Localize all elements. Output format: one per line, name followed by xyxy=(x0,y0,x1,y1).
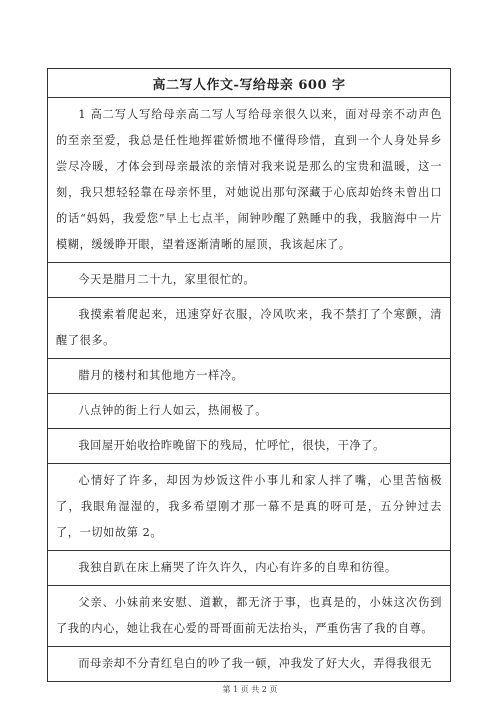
paragraph-9: 父亲、小妹前来安慰、道歉，都无济于事，也真是的，小妹这次伤到了我的内心，她让我在心爱的哥哥面前无法抬头，严重伤害了我的自尊。 xyxy=(48,586,450,647)
paragraph-8: 我独自趴在床上痛哭了许久许久，内心有许多的自卑和彷徨。 xyxy=(48,551,450,586)
page-number-footer: 第 1 页 共 2 页 xyxy=(222,685,278,694)
paragraph-2: 今天是腊月二十九，家里很忙的。 xyxy=(48,263,450,298)
paragraph-1: 1 高二写人写给母亲高二写人写给母亲很久以来，面对母亲不动声色的至亲至爱，我总是任性地挥霍娇惯地不懂得珍惜，直到一个人身处异乡尝尽冷暖，才体会到母亲最浓的亲情对我来说是那么的宝贵和温暖，这一刻，我只想轻轻靠在母亲怀里，对她说出那句深藏于心底却始终未曾出口的话“妈妈，我爱您”早上七点半，闹钟吵醒了熟睡中的我，我脑海中一片模糊，缓缓睁开眼，望着逐渐清晰的屋顶，我该起床了。 xyxy=(48,98,450,263)
paragraph-4: 腊月的楼村和其他地方一样冷。 xyxy=(48,359,450,394)
paragraph-6: 我回屋开始收拾昨晚留下的残局，忙呼忙，很快，干净了。 xyxy=(48,429,450,464)
paragraph-10: 而母亲却不分青红皂白的吵了我一顿，冲我发了好大火，弄得我很无 xyxy=(78,657,433,670)
paragraph-3: 我摸索着爬起来，迅速穿好衣服，冷风吹来，我不禁打了个寒颤，清醒了很多。 xyxy=(48,298,450,359)
document-title: 高二写人作文-写给母亲 600 字 xyxy=(48,69,450,98)
paragraph-7: 心情好了许多，却因为炒饭这件小事儿和家人拌了嘴，心里苦恼极了，我眼角湿湿的，我多希望刚才那一幕不是真的呀可是，五分钟过去了，一切如故第 2。 xyxy=(48,464,450,551)
paragraph-5: 八点钟的街上行人如云，热闹极了。 xyxy=(48,394,450,429)
essay-table xyxy=(47,68,451,682)
